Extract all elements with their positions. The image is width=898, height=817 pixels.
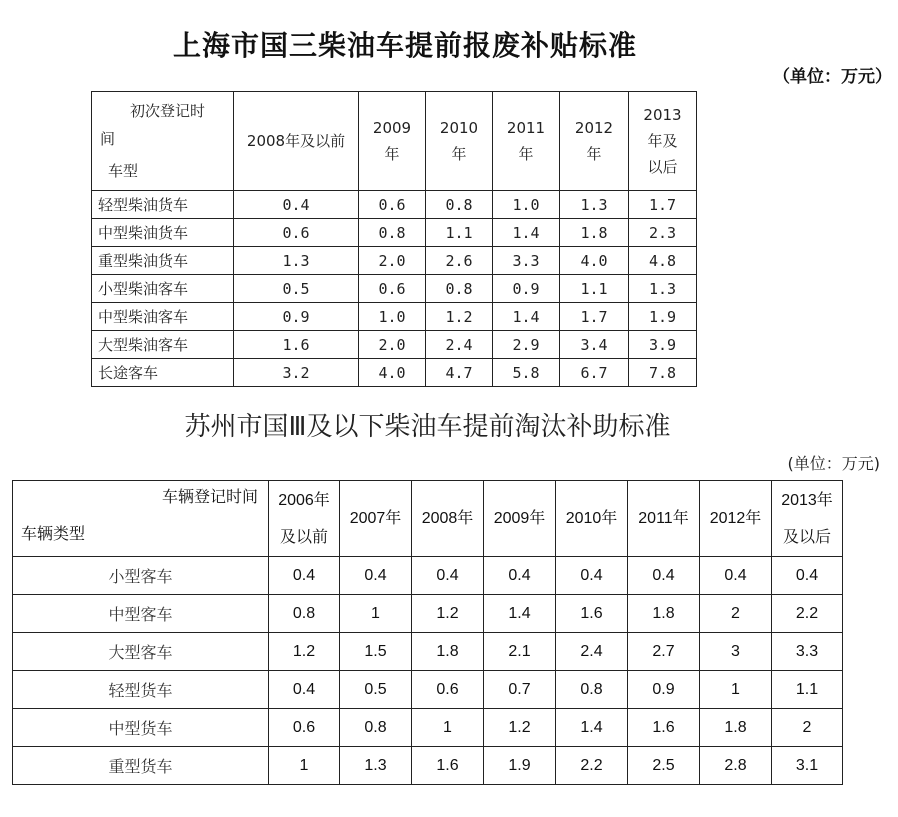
table-cell: 1 (700, 671, 772, 709)
table-cell: 0.6 (269, 709, 340, 747)
table-cell: 1 (412, 709, 484, 747)
table-cell: 0.6 (412, 671, 484, 709)
corner-line-registration-time: 车辆登记时间 (161, 489, 258, 506)
table-row (92, 247, 697, 275)
table-cell: 2.0 (359, 247, 426, 275)
table-cell: 0.9 (234, 303, 359, 331)
column-header (426, 92, 493, 191)
table-cell: 7.8 (629, 359, 697, 387)
table-cell: 0.4 (340, 557, 412, 595)
table-cell: 1.3 (629, 275, 697, 303)
table-cell: 0.4 (772, 557, 843, 595)
table-cell: 1.1 (560, 275, 629, 303)
table-cell: 0.6 (359, 191, 426, 219)
header-text-line: 年及 (647, 132, 678, 150)
corner-line-vehicle-type: 车型 (108, 162, 139, 180)
table-row (13, 595, 843, 633)
shanghai-subsidy-table (91, 91, 697, 387)
table-cell: 1.8 (560, 219, 629, 247)
table-cell: 0.9 (628, 671, 700, 709)
header-text-line: 年 (384, 145, 400, 163)
shanghai-unit-label: （单位：万元） (773, 67, 892, 87)
row-label: 重型柴油货车 (92, 247, 234, 275)
table-cell: 2.9 (493, 331, 560, 359)
row-label: 轻型柴油货车 (92, 191, 234, 219)
table-cell: 3.4 (560, 331, 629, 359)
table-cell: 0.5 (234, 275, 359, 303)
table-cell: 3.3 (493, 247, 560, 275)
table-cell: 0.8 (359, 219, 426, 247)
row-label: 大型客车 (13, 633, 269, 671)
table-cell: 1.6 (628, 709, 700, 747)
table-row (92, 191, 697, 219)
table-cell: 0.4 (269, 557, 340, 595)
table-cell: 0.9 (493, 275, 560, 303)
header-text-line: 2013 (643, 106, 682, 124)
corner-line-vehicle-type: 车辆类型 (21, 526, 86, 543)
table-cell: 1.3 (234, 247, 359, 275)
header-row (92, 92, 697, 191)
table-cell: 0.8 (340, 709, 412, 747)
table-row (92, 219, 697, 247)
header-text-line: 及以前 (279, 528, 328, 546)
table-cell: 1.9 (629, 303, 697, 331)
corner-line-time: 间 (100, 130, 116, 148)
table-row (13, 747, 843, 785)
table-cell: 4.0 (560, 247, 629, 275)
column-header (700, 481, 772, 557)
table-row (92, 359, 697, 387)
row-label: 轻型货车 (13, 671, 269, 709)
header-text-line: 2007年 (349, 510, 402, 527)
row-label: 小型客车 (13, 557, 269, 595)
table-cell: 0.4 (234, 191, 359, 219)
table-cell: 1.8 (628, 595, 700, 633)
table-cell: 0.8 (426, 275, 493, 303)
table-cell: 1.9 (484, 747, 556, 785)
table-cell: 1.7 (560, 303, 629, 331)
table-cell: 1.4 (556, 709, 628, 747)
table-cell: 4.7 (426, 359, 493, 387)
column-header (359, 92, 426, 191)
row-label: 大型柴油客车 (92, 331, 234, 359)
header-text-line: 及以后 (782, 528, 831, 546)
table-cell: 1.8 (700, 709, 772, 747)
corner-header-cell (92, 92, 234, 191)
table-cell: 1 (340, 595, 412, 633)
column-header (234, 92, 359, 191)
table-cell: 0.4 (484, 557, 556, 595)
column-header (412, 481, 484, 557)
table-cell: 0.4 (556, 557, 628, 595)
table-cell: 1.2 (426, 303, 493, 331)
suzhou-unit-label: (单位：万元) (787, 454, 880, 473)
table-row (13, 633, 843, 671)
table-cell: 2.4 (556, 633, 628, 671)
row-label: 小型柴油客车 (92, 275, 234, 303)
table-cell: 1 (269, 747, 340, 785)
table-cell: 3.9 (629, 331, 697, 359)
header-text-line: 2012年 (709, 510, 762, 527)
table-cell: 2.5 (628, 747, 700, 785)
table-row (92, 331, 697, 359)
column-header (629, 92, 697, 191)
table-cell: 2.3 (629, 219, 697, 247)
header-text-line: 2011 (506, 119, 546, 137)
table-cell: 1.0 (359, 303, 426, 331)
header-text-line: 年 (451, 145, 467, 163)
shanghai-table-title: 上海市国三柴油车提前报废补贴标准 (172, 29, 637, 62)
table-cell: 0.8 (556, 671, 628, 709)
header-row (13, 481, 843, 557)
table-cell: 3.1 (772, 747, 843, 785)
header-text-line: 2010年 (565, 510, 618, 527)
column-header (560, 92, 629, 191)
suzhou-subsidy-table (12, 480, 843, 785)
table-cell: 0.4 (269, 671, 340, 709)
table-cell: 2 (772, 709, 843, 747)
table-cell: 0.4 (628, 557, 700, 595)
table-cell: 1.2 (412, 595, 484, 633)
table-cell: 1.2 (269, 633, 340, 671)
table-cell: 0.4 (700, 557, 772, 595)
column-header (493, 92, 560, 191)
table-cell: 4.0 (359, 359, 426, 387)
table-cell: 2 (700, 595, 772, 633)
table-cell: 0.6 (359, 275, 426, 303)
table-row (13, 709, 843, 747)
column-header (269, 481, 340, 557)
row-label: 重型货车 (13, 747, 269, 785)
header-text-line: 2008年及以前 (246, 132, 346, 150)
table-cell: 1.6 (412, 747, 484, 785)
table-cell: 2.2 (772, 595, 843, 633)
row-label: 中型柴油货车 (92, 219, 234, 247)
column-header (772, 481, 843, 557)
table-cell: 2.4 (426, 331, 493, 359)
table-cell: 1.4 (493, 303, 560, 331)
table-cell: 2.6 (426, 247, 493, 275)
row-label: 中型货车 (13, 709, 269, 747)
table-cell: 0.8 (269, 595, 340, 633)
table-cell: 1.3 (340, 747, 412, 785)
suzhou-table-title: 苏州市国Ⅲ及以下柴油车提前淘汰补助标准 (184, 412, 671, 442)
table-row (92, 275, 697, 303)
table-cell: 2.2 (556, 747, 628, 785)
header-text-line: 年 (586, 145, 602, 163)
table-cell: 1.5 (340, 633, 412, 671)
table-cell: 1.2 (484, 709, 556, 747)
row-label: 中型客车 (13, 595, 269, 633)
corner-line-registration: 初次登记时 (130, 102, 206, 120)
column-header (556, 481, 628, 557)
table-cell: 1.8 (412, 633, 484, 671)
table-cell: 2.0 (359, 331, 426, 359)
row-label: 长途客车 (92, 359, 234, 387)
table-cell: 0.6 (234, 219, 359, 247)
table-cell: 3.2 (234, 359, 359, 387)
table-cell: 2.7 (628, 633, 700, 671)
column-header (628, 481, 700, 557)
table-cell: 1.3 (560, 191, 629, 219)
header-text-line: 年 (518, 145, 534, 163)
table-cell: 5.8 (493, 359, 560, 387)
column-header (484, 481, 556, 557)
table-cell: 1.4 (484, 595, 556, 633)
table-cell: 6.7 (560, 359, 629, 387)
table-cell: 1.7 (629, 191, 697, 219)
table-cell: 1.6 (556, 595, 628, 633)
table-cell: 1.1 (772, 671, 843, 709)
header-text-line: 2012 (574, 119, 614, 137)
table-cell: 1.4 (493, 219, 560, 247)
table-cell: 0.4 (412, 557, 484, 595)
table-row (92, 303, 697, 331)
table-cell: 1.1 (426, 219, 493, 247)
header-text-line: 2009 (372, 119, 412, 137)
column-header (340, 481, 412, 557)
table-row (13, 671, 843, 709)
header-text-line: 2010 (439, 119, 479, 137)
table-row (13, 557, 843, 595)
table-cell: 0.5 (340, 671, 412, 709)
table-cell: 0.7 (484, 671, 556, 709)
table-cell: 3.3 (772, 633, 843, 671)
table-cell: 1.6 (234, 331, 359, 359)
header-text-line: 2006年 (278, 491, 330, 509)
header-text-line: 2011年 (638, 510, 689, 527)
header-text-line: 2009年 (493, 510, 546, 527)
corner-header-cell (13, 481, 269, 557)
table-cell: 1.0 (493, 191, 560, 219)
header-text-line: 2008年 (421, 510, 474, 527)
table-cell: 3 (700, 633, 772, 671)
table-cell: 4.8 (629, 247, 697, 275)
header-text-line: 2013年 (781, 491, 833, 509)
table-cell: 0.8 (426, 191, 493, 219)
table-cell: 2.8 (700, 747, 772, 785)
row-label: 中型柴油客车 (92, 303, 234, 331)
header-text-line: 以后 (647, 158, 678, 176)
table-cell: 2.1 (484, 633, 556, 671)
